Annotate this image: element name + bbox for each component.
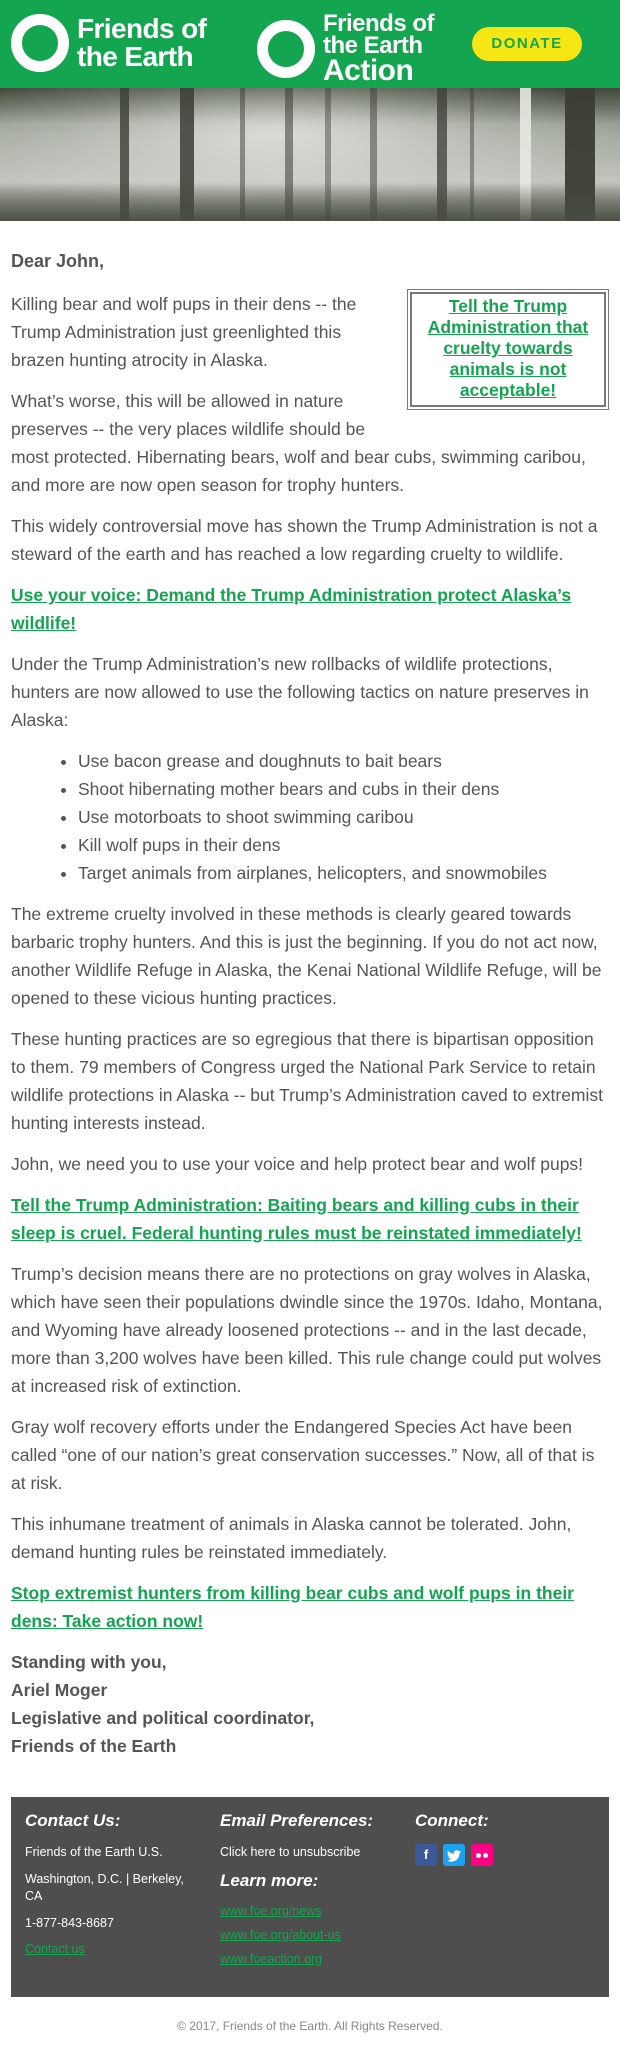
signoff-org: Friends of the Earth: [11, 1736, 177, 1756]
signoff-closing: Standing with you,: [11, 1652, 167, 1672]
unsubscribe-link[interactable]: Click here to unsubscribe: [220, 1845, 361, 1859]
footer-learn-title: Learn more:: [220, 1871, 319, 1890]
footer-preferences: [220, 1811, 390, 1976]
cta-link-take-action[interactable]: Stop extremist hunters from killing bear cubs and wolf pups in their dens: Take action now!: [11, 1583, 574, 1631]
cta-link-use-your-voice[interactable]: Use your voice: Demand the Trump Administration protect Alaska’s wildlife!: [11, 585, 572, 633]
link-foeaction[interactable]: www.foeaction.org: [220, 1952, 323, 1966]
logo-text-line2: the Earth: [323, 32, 423, 59]
signoff-name: Ariel Moger: [11, 1680, 108, 1700]
link-foe-about-us[interactable]: www.foe.org/about-us: [220, 1928, 341, 1942]
logo-text-line3: Action: [323, 54, 414, 87]
logo-text-line2: the Earth: [77, 41, 193, 72]
email-body: [0, 251, 620, 1760]
footer-prefs-title: Email Preferences:: [220, 1811, 374, 1830]
paragraph-inhumane: This inhumane treatment of animals in Alaska cannot be tolerated. John, demand hunting rules be reinstated immediately.: [11, 1514, 572, 1562]
twitter-icon[interactable]: [443, 1844, 465, 1866]
footer: [11, 1797, 609, 1997]
friends-of-the-earth-action-logo[interactable]: [257, 10, 435, 87]
cta-link-reinstate-rules[interactable]: Tell the Trump Administration: Baiting bears and killing cubs in their sleep is cruel. Federal hunting rules must be reinstated immediately!: [11, 1195, 582, 1243]
list-item: • Shoot hibernating mother bears and cubs in their dens: [78, 775, 609, 803]
list-item: • Use motorboats to shoot swimming caribou: [78, 803, 609, 831]
paragraph-worse: What’s worse, this will be allowed in nature preserves -- the very places wildlife should be most protected. Hibernating bears, wolf and bear cubs, swimming caribou, and more are now open season for trophy hunters.: [11, 391, 586, 495]
copyright: © 2017, Friends of the Earth. All Rights Reserved.: [177, 2019, 443, 2033]
signoff-title: Legislative and political coordinator,: [11, 1708, 315, 1728]
paragraph-intro: Killing bear and wolf pups in their dens -- the Trump Administration just greenlighted this brazen hunting atrocity in Alaska.: [11, 294, 357, 370]
footer-connect: [415, 1811, 585, 1866]
paragraph-cruelty: The extreme cruelty involved in these methods is clearly geared towards barbaric trophy hunters. And this is just the beginning. If you do not act now, another Wildlife Refuge in Alaska, the Kenai National Wildlife Refuge, will be opened to these vicious hunting practices.: [11, 904, 602, 1008]
header-bar: [0, 0, 620, 88]
paragraph-rollbacks: Under the Trump Administration’s new rollbacks of wildlife protections, hunters are now allowed to use the following tactics on nature preserves in Alaska:: [11, 654, 589, 730]
footer-contact: [25, 1811, 195, 1966]
logo-ring-icon: [257, 20, 315, 78]
contact-us-link[interactable]: Contact us: [25, 1942, 85, 1956]
list-item: • Use bacon grease and doughnuts to bait bears: [78, 747, 609, 775]
paragraph-bipartisan: These hunting practices are so egregious that there is bipartisan opposition to them. 79 members of Congress urged the National Park Service to retain wildlife protections in Alaska -- but Trump’s Administration caved to extremist hunting interests instead.: [11, 1029, 604, 1133]
list-item: • Kill wolf pups in their dens: [78, 831, 609, 859]
social-icons: [415, 1844, 585, 1866]
tactics-list: [11, 747, 609, 887]
donate-button[interactable]: DONATE: [472, 27, 582, 61]
hero-image-foggy-forest: [0, 88, 620, 221]
facebook-icon[interactable]: f: [415, 1844, 437, 1866]
callout-box: [407, 289, 609, 410]
footer-phone: 1-877-843-8687: [25, 1916, 114, 1930]
footer-cities: Washington, D.C. | Berkeley, CA: [25, 1872, 184, 1903]
paragraph-gray-wolves: Trump’s decision means there are no protections on gray wolves in Alaska, which have seen their populations dwindle since the 1970s. Idaho, Montana, and Wyoming have already loosened protections -- and in the last decade, more than 3,200 wolves have been killed. This rule change could put wolves at increased risk of extinction.: [11, 1264, 603, 1396]
footer-org-name: Friends of the Earth U.S.: [25, 1845, 163, 1859]
signature: [11, 1648, 609, 1760]
footer-connect-title: Connect:: [415, 1811, 489, 1830]
link-foe-news[interactable]: www.foe.org/news: [220, 1904, 322, 1918]
logo-text-line1: Friends of: [323, 10, 435, 37]
greeting: Dear John,: [11, 251, 105, 271]
paragraph-ask: John, we need you to use your voice and help protect bear and wolf pups!: [11, 1154, 584, 1174]
callout-action-link[interactable]: Tell the Trump Administration that cruelty towards animals is not acceptable!: [427, 296, 589, 400]
logo-text-line1: Friends of: [77, 13, 207, 44]
paragraph-recovery: Gray wolf recovery efforts under the Endangered Species Act have been called “one of our nation’s great conservation successes.” Now, all of that is at risk.: [11, 1417, 595, 1493]
footer-contact-title: Contact Us:: [25, 1811, 121, 1830]
list-item: • Target animals from airplanes, helicopters, and snowmobiles: [78, 859, 609, 887]
friends-of-the-earth-logo[interactable]: [11, 14, 206, 72]
paragraph-controversial: This widely controversial move has shown the Trump Administration is not a steward of the earth and has reached a low regarding cruelty to wildlife.: [11, 516, 598, 564]
flickr-icon[interactable]: [471, 1844, 493, 1866]
logo-ring-icon: [11, 14, 69, 72]
